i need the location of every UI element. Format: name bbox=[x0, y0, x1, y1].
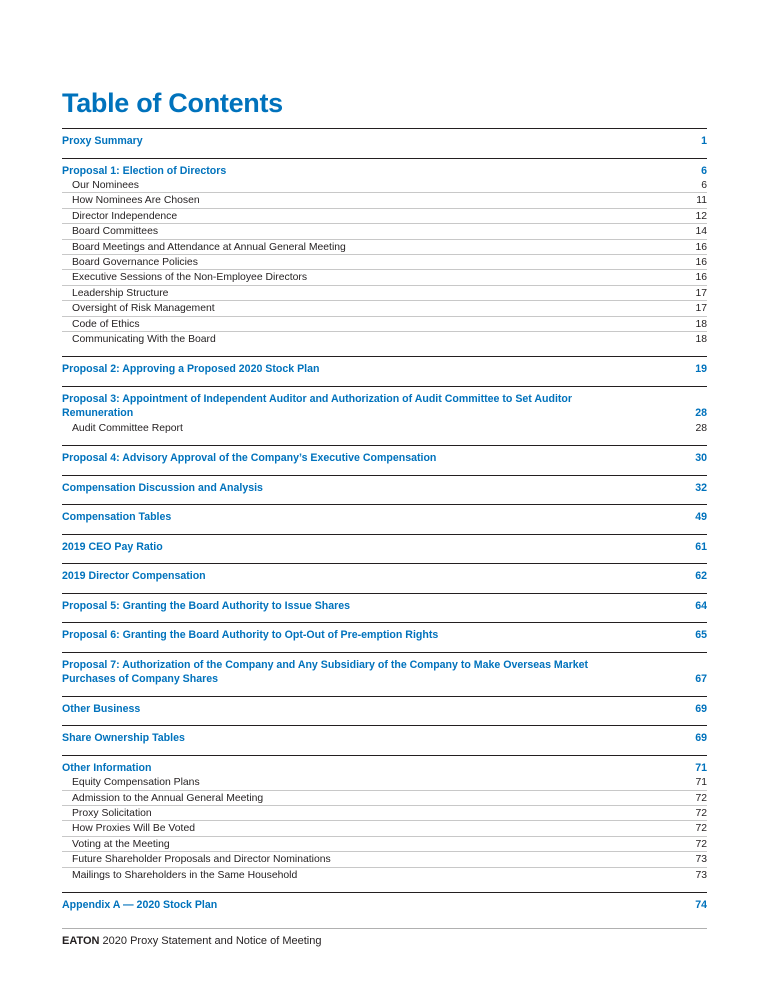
toc-section-page: 62 bbox=[695, 570, 707, 583]
toc-section-heading[interactable] bbox=[62, 761, 707, 776]
toc-section-heading[interactable] bbox=[62, 540, 707, 555]
toc-section-page: 71 bbox=[695, 761, 707, 774]
toc-section-heading[interactable] bbox=[62, 164, 707, 179]
toc-subentry[interactable] bbox=[62, 806, 707, 821]
toc-subentry[interactable] bbox=[62, 791, 707, 806]
toc-section-title: Share Ownership Tables bbox=[62, 732, 185, 745]
toc-subentry-page: 73 bbox=[695, 854, 707, 866]
toc-section-title: 2019 Director Compensation bbox=[62, 570, 206, 583]
toc-subentry-page: 17 bbox=[695, 287, 707, 299]
toc-section-page: 6 bbox=[701, 164, 707, 177]
toc-section-heading[interactable] bbox=[62, 392, 707, 421]
toc-subentry-page: 16 bbox=[695, 256, 707, 268]
toc-section bbox=[62, 652, 707, 696]
toc-subentry-title: Code of Ethics bbox=[72, 318, 140, 330]
toc-section-heading[interactable] bbox=[62, 702, 707, 717]
toc-subentry-page: 72 bbox=[695, 807, 707, 819]
toc-subentry-page: 6 bbox=[701, 180, 707, 191]
toc-section bbox=[62, 755, 707, 892]
toc-subentry-page: 72 bbox=[695, 823, 707, 835]
toc-subentry[interactable] bbox=[62, 286, 707, 301]
toc-section-page: 1 bbox=[701, 135, 707, 147]
toc-subentry-page: 18 bbox=[695, 333, 707, 345]
toc-subentry[interactable] bbox=[62, 821, 707, 836]
toc-section-heading[interactable] bbox=[62, 481, 707, 496]
toc-section-heading[interactable] bbox=[62, 451, 707, 466]
toc-subentry-page: 16 bbox=[695, 241, 707, 253]
toc-section-page: 32 bbox=[695, 481, 707, 494]
toc-subentry-title: Audit Committee Report bbox=[72, 422, 183, 434]
toc-section-heading[interactable] bbox=[62, 599, 707, 614]
toc-section-title: Compensation Tables bbox=[62, 511, 172, 524]
toc-subentry-title: Admission to the Annual General Meeting bbox=[72, 792, 264, 804]
toc-section-title: Proposal 3: Appointment of Independent Auditor and Authorization of Audit Committee to Set Auditor Remuneration bbox=[62, 392, 573, 420]
toc-subentry-title: Future Shareholder Proposals and Director Nominations bbox=[72, 854, 331, 866]
toc-section-page: 64 bbox=[695, 599, 707, 612]
toc-subentry-page: 12 bbox=[695, 210, 707, 222]
toc-subentry-title: Board Governance Policies bbox=[72, 256, 198, 268]
toc-section-page: 30 bbox=[695, 452, 707, 465]
toc-subentry[interactable] bbox=[62, 868, 707, 883]
toc-subentry[interactable] bbox=[62, 332, 707, 347]
toc-section bbox=[62, 386, 707, 445]
page-footer bbox=[62, 928, 707, 947]
toc-section bbox=[62, 445, 707, 475]
toc-section-title: Proxy Summary bbox=[62, 135, 143, 147]
toc-subentry-title: How Proxies Will Be Voted bbox=[72, 823, 196, 835]
toc-section-page: 67 bbox=[695, 673, 707, 686]
toc-section-page: 65 bbox=[695, 629, 707, 642]
toc-section-heading[interactable] bbox=[62, 510, 707, 525]
toc-section-page: 74 bbox=[695, 898, 707, 911]
toc-section-heading[interactable] bbox=[62, 362, 707, 377]
toc-section-title: Other Business bbox=[62, 702, 141, 715]
toc-page bbox=[62, 88, 707, 921]
toc-list bbox=[62, 128, 707, 921]
toc-subentry[interactable] bbox=[62, 317, 707, 332]
toc-section-page: 28 bbox=[695, 407, 707, 420]
toc-section bbox=[62, 725, 707, 755]
toc-section-title: Proposal 5: Granting the Board Authority to Issue Shares bbox=[62, 599, 351, 612]
toc-subentry-title: Executive Sessions of the Non-Employee Directors bbox=[72, 272, 308, 284]
toc-subentry-title: Director Independence bbox=[72, 210, 178, 222]
toc-section-page: 69 bbox=[695, 732, 707, 745]
toc-subentry[interactable] bbox=[62, 224, 707, 239]
toc-section-heading[interactable] bbox=[62, 898, 707, 913]
toc-subentry-title: Board Meetings and Attendance at Annual General Meeting bbox=[72, 241, 346, 253]
toc-section bbox=[62, 563, 707, 593]
toc-subentry-page: 71 bbox=[695, 777, 707, 789]
toc-section-title: Appendix A — 2020 Stock Plan bbox=[62, 898, 218, 911]
toc-subentry-page: 14 bbox=[695, 226, 707, 238]
toc-subentry[interactable] bbox=[62, 301, 707, 316]
toc-subentry[interactable] bbox=[62, 193, 707, 208]
toc-subentry-title: Leadership Structure bbox=[72, 287, 169, 299]
toc-subentry-page: 72 bbox=[695, 838, 707, 850]
toc-subentry-title: How Nominees Are Chosen bbox=[72, 195, 200, 207]
toc-subentry[interactable] bbox=[62, 209, 707, 224]
toc-section bbox=[62, 128, 707, 158]
footer-brand: EATON bbox=[62, 935, 100, 947]
toc-section-title: Proposal 2: Approving a Proposed 2020 Stock Plan bbox=[62, 363, 320, 376]
toc-subentry[interactable] bbox=[62, 852, 707, 867]
toc-subentry-page: 16 bbox=[695, 272, 707, 284]
toc-subentry-title: Mailings to Shareholders in the Same Household bbox=[72, 869, 298, 881]
toc-section bbox=[62, 504, 707, 534]
toc-section-heading[interactable] bbox=[62, 569, 707, 584]
toc-subentry[interactable] bbox=[62, 775, 707, 790]
toc-section-page: 69 bbox=[695, 702, 707, 715]
toc-subentry-page: 73 bbox=[695, 869, 707, 881]
toc-subentry-page: 11 bbox=[696, 195, 707, 207]
toc-subentry[interactable] bbox=[62, 837, 707, 852]
toc-section-title: Proposal 6: Granting the Board Authority to Opt-Out of Pre-emption Rights bbox=[62, 629, 439, 642]
toc-section bbox=[62, 593, 707, 623]
toc-section-title: Proposal 4: Advisory Approval of the Company’s Executive Compensation bbox=[62, 452, 437, 465]
toc-section bbox=[62, 356, 707, 386]
toc-section-heading[interactable] bbox=[62, 628, 707, 643]
toc-section-title: Compensation Discussion and Analysis bbox=[62, 481, 263, 494]
toc-section bbox=[62, 534, 707, 564]
toc-subentry-title: Equity Compensation Plans bbox=[72, 777, 200, 789]
toc-section bbox=[62, 622, 707, 652]
toc-section-page: 19 bbox=[695, 363, 707, 376]
toc-section-title: Other Information bbox=[62, 761, 152, 774]
toc-section-heading[interactable] bbox=[62, 731, 707, 746]
toc-subentry[interactable] bbox=[62, 255, 707, 270]
toc-section-title: 2019 CEO Pay Ratio bbox=[62, 540, 163, 553]
toc-subentry[interactable] bbox=[62, 178, 707, 193]
toc-section bbox=[62, 475, 707, 505]
toc-section-page: 49 bbox=[695, 511, 707, 524]
toc-subentry-page: 18 bbox=[695, 318, 707, 330]
toc-section bbox=[62, 696, 707, 726]
toc-subentry-title: Voting at the Meeting bbox=[72, 838, 170, 850]
footer-text: 2020 Proxy Statement and Notice of Meeting bbox=[99, 935, 322, 947]
toc-subentry-page: 17 bbox=[695, 303, 707, 315]
toc-subentry-title: Communicating With the Board bbox=[72, 333, 216, 345]
toc-section bbox=[62, 158, 707, 357]
toc-subentry-title: Our Nominees bbox=[72, 180, 139, 191]
toc-subentry-page: 72 bbox=[695, 792, 707, 804]
toc-section-title: Proposal 1: Election of Directors bbox=[62, 164, 227, 177]
toc-section-heading[interactable] bbox=[62, 658, 707, 687]
toc-subentry[interactable] bbox=[62, 240, 707, 255]
toc-subentry[interactable] bbox=[62, 421, 707, 436]
toc-section-heading[interactable] bbox=[62, 134, 707, 149]
toc-subentry-page: 28 bbox=[695, 422, 707, 434]
toc-subentry-title: Proxy Solicitation bbox=[72, 807, 152, 819]
toc-subentry-title: Oversight of Risk Management bbox=[72, 303, 215, 315]
toc-section-page: 61 bbox=[695, 540, 707, 553]
toc-section bbox=[62, 892, 707, 922]
toc-section-title: Proposal 7: Authorization of the Company and Any Subsidiary of the Company to Make Overseas Market Purchases of Company Shares bbox=[62, 658, 589, 686]
toc-subentry-title: Board Committees bbox=[72, 226, 159, 238]
page-title: Table of Contents bbox=[62, 88, 283, 118]
toc-subentry[interactable] bbox=[62, 270, 707, 285]
